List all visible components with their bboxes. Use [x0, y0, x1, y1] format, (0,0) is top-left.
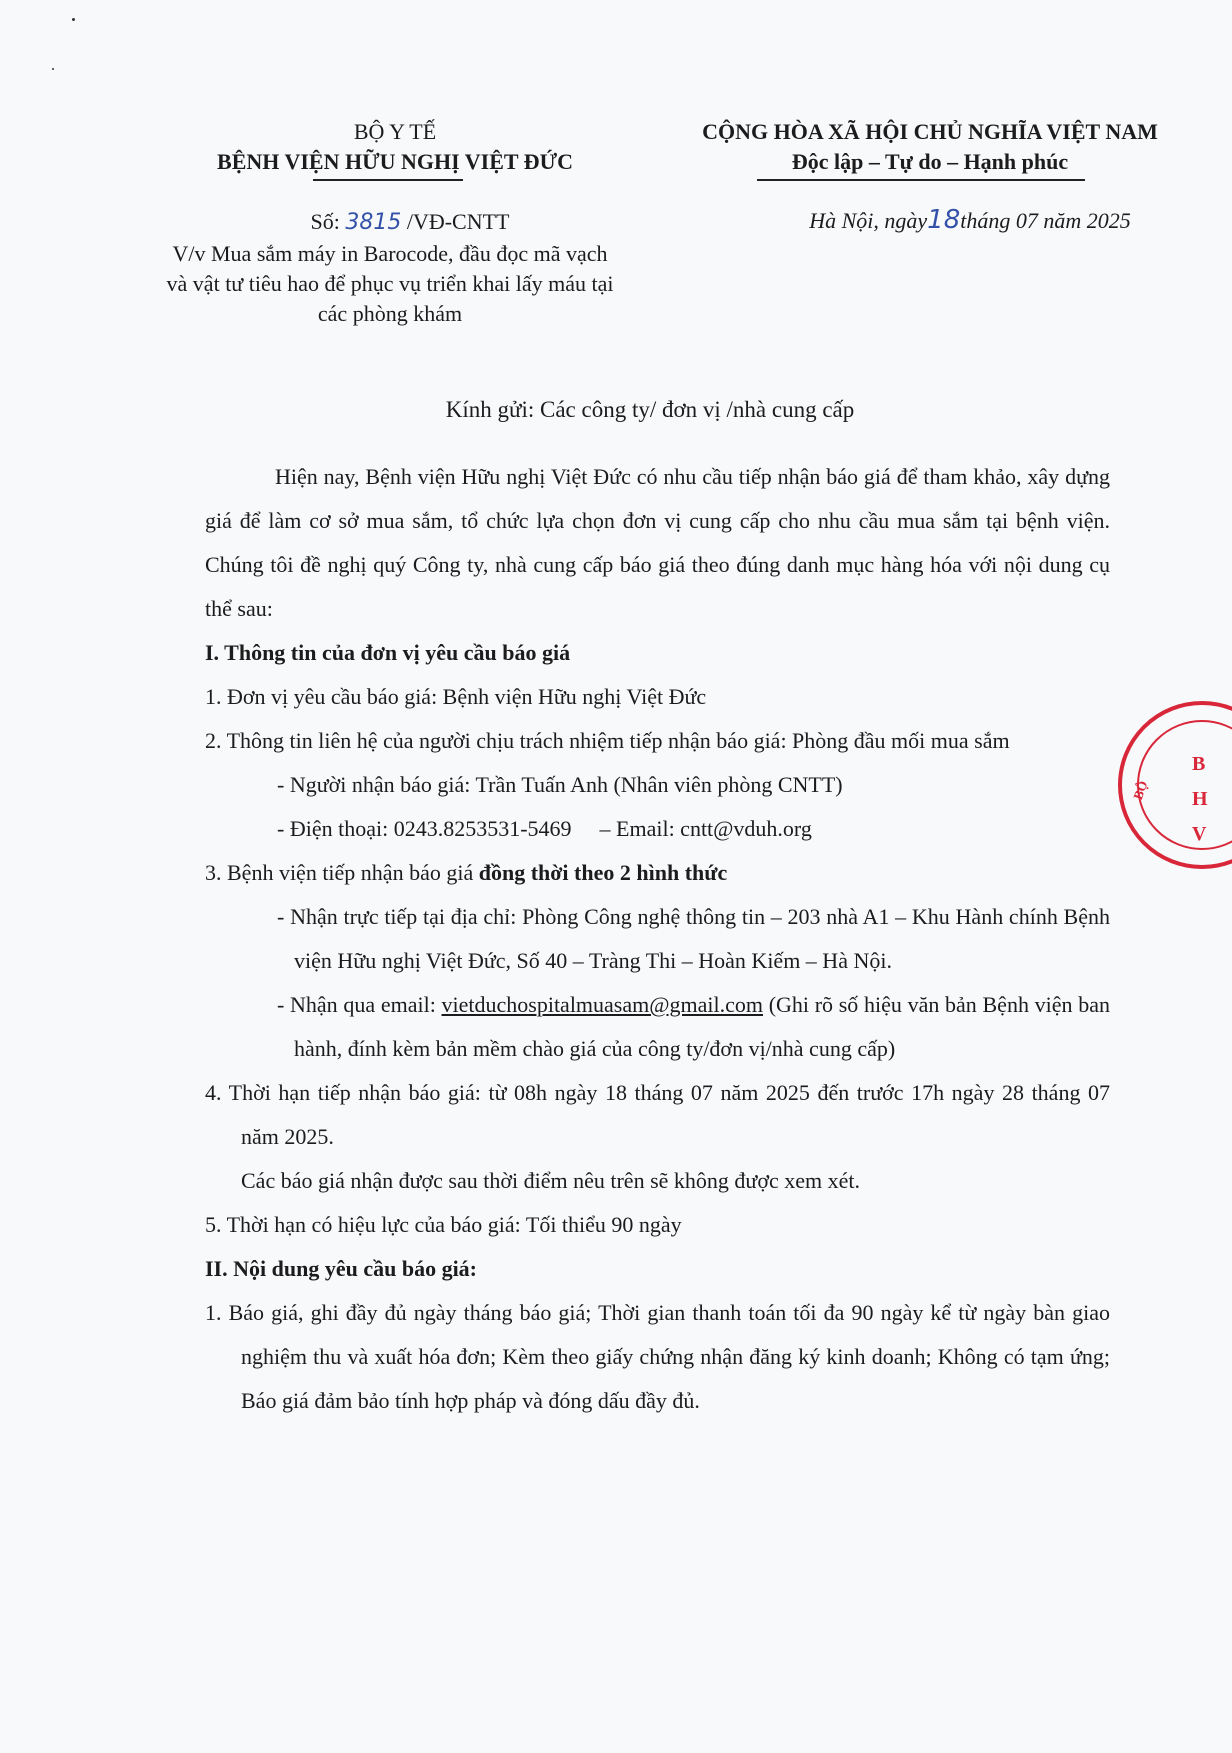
- scan-speck: [52, 68, 54, 70]
- email-text: – Email: cntt@vduh.org: [599, 816, 812, 841]
- item-3-bold: đồng thời theo 2 hình thức: [478, 860, 728, 885]
- date-suffix: tháng 07 năm 2025: [960, 208, 1131, 233]
- stamp-inner-ring: [1138, 721, 1232, 849]
- stamp-side-text: BỘ: [1130, 778, 1151, 802]
- email-submission: [205, 983, 1110, 1071]
- section-1-title: I. Thông tin của đơn vị yêu cầu báo giá: [205, 640, 571, 665]
- hospital-name: BỆNH VIỆN HỮU NGHỊ VIỆT ĐỨC: [217, 149, 573, 174]
- phone-text: - Điện thoại: 0243.8253531-5469: [277, 816, 572, 841]
- header-right: [660, 117, 1200, 177]
- item-3-prefix: 3. Bệnh viện tiếp nhận báo giá: [205, 860, 479, 885]
- direct-submission: - Nhận trực tiếp tại địa chỉ: Phòng Công nghệ thông tin – 203 nhà A1 – Khu Hành chính Bệnh viện Hữu nghị Việt Đức, Số 40 – Tràng Thi – Hoàn Kiếm – Hà Nội.: [277, 904, 1110, 973]
- section-1-item-2: 2. Thông tin liên hệ của người chịu trách nhiệm tiếp nhận báo giá: Phòng đầu mối mua sắm: [205, 728, 1010, 753]
- subject-line: và vật tư tiêu hao để phục vụ triển khai lấy máu tại: [166, 271, 614, 296]
- date-handwritten-day: 18: [927, 205, 961, 235]
- subject-line: V/v Mua sắm máy in Barocode, đầu đọc mã vạch: [172, 241, 608, 266]
- document-date: [770, 205, 1170, 236]
- recipient: Kính gửi: Các công ty/ đơn vị /nhà cung cấp: [445, 397, 855, 422]
- section-2-item-1: 1. Báo giá, ghi đầy đủ ngày tháng báo giá; Thời gian thanh toán tối đa 90 ngày kể từ ngày bàn giao nghiệm thu và xuất hóa đơn; Kèm theo giấy chứng nhận đăng ký kinh doanh; Không có tạm ứng; Báo giá đảm bảo tính hợp pháp và đóng dấu đầy đủ.: [205, 1300, 1110, 1413]
- date-prefix: Hà Nội, ngày: [809, 208, 928, 233]
- header-left: [150, 117, 640, 177]
- doc-number-prefix: Số:: [310, 209, 346, 234]
- document-body: [205, 455, 1110, 1423]
- stamp-letter: V: [1192, 823, 1207, 845]
- doc-number-handwritten: 3815: [345, 210, 402, 235]
- nation-motto: Độc lập – Tự do – Hạnh phúc: [791, 149, 1069, 174]
- section-2-title: II. Nội dung yêu cầu báo giá:: [205, 1256, 478, 1281]
- stamp-letter: H: [1192, 788, 1208, 810]
- section-1-item-4: 4. Thời hạn tiếp nhận báo giá: từ 08h ngày 18 tháng 07 năm 2025 đến trước 17h ngày 28 tháng 07 năm 2025.: [205, 1080, 1110, 1149]
- nation-name: CỘNG HÒA XÃ HỘI CHỦ NGHĨA VIỆT NAM: [702, 119, 1158, 144]
- doc-number-suffix: /VĐ-CNTT: [401, 209, 510, 234]
- section-1-item-4-note: Các báo giá nhận được sau thời điểm nêu trên sẽ không được xem xét.: [241, 1168, 860, 1193]
- email-submission-prefix: - Nhận qua email:: [277, 992, 442, 1017]
- hospital-underline: [313, 179, 463, 181]
- document-number: [220, 207, 600, 238]
- scan-speck: [72, 18, 75, 21]
- official-stamp-icon: [1112, 695, 1232, 875]
- section-1-item-5: 5. Thời hạn có hiệu lực của báo giá: Tối thiểu 90 ngày: [205, 1212, 682, 1237]
- submission-email-link[interactable]: vietduchospitalmuasam@gmail.com: [441, 992, 763, 1017]
- motto-underline: [757, 179, 1085, 181]
- intro-paragraph: Hiện nay, Bệnh viện Hữu nghị Việt Đức có nhu cầu tiếp nhận báo giá để tham khảo, xây dựng giá để làm cơ sở mua sắm, tổ chức lựa chọn đơn vị cung cấp cho nhu cầu mua sắm tại bệnh viện. Chúng tôi đề nghị quý Công ty, nhà cung cấp báo giá theo đúng danh mục hàng hóa với nội dung cụ thể sau:: [205, 464, 1110, 621]
- receiver-line: - Người nhận báo giá: Trần Tuấn Anh (Nhân viên phòng CNTT): [277, 772, 843, 797]
- section-1-item-3: [205, 851, 1110, 895]
- ministry-name: BỘ Y TẾ: [353, 119, 437, 144]
- section-1-item-1: 1. Đơn vị yêu cầu báo giá: Bệnh viện Hữu nghị Việt Đức: [205, 684, 707, 709]
- contact-line: [205, 807, 1110, 851]
- subject-line: các phòng khám: [317, 301, 463, 326]
- stamp-letter: B: [1192, 753, 1206, 775]
- subject: [120, 239, 660, 329]
- email-submission-suffix: (Ghi rõ số hiệu văn bản Bệnh viện ban hành, đính kèm bản mềm chào giá của công ty/đơn vị/nhà cung cấp): [294, 992, 1110, 1061]
